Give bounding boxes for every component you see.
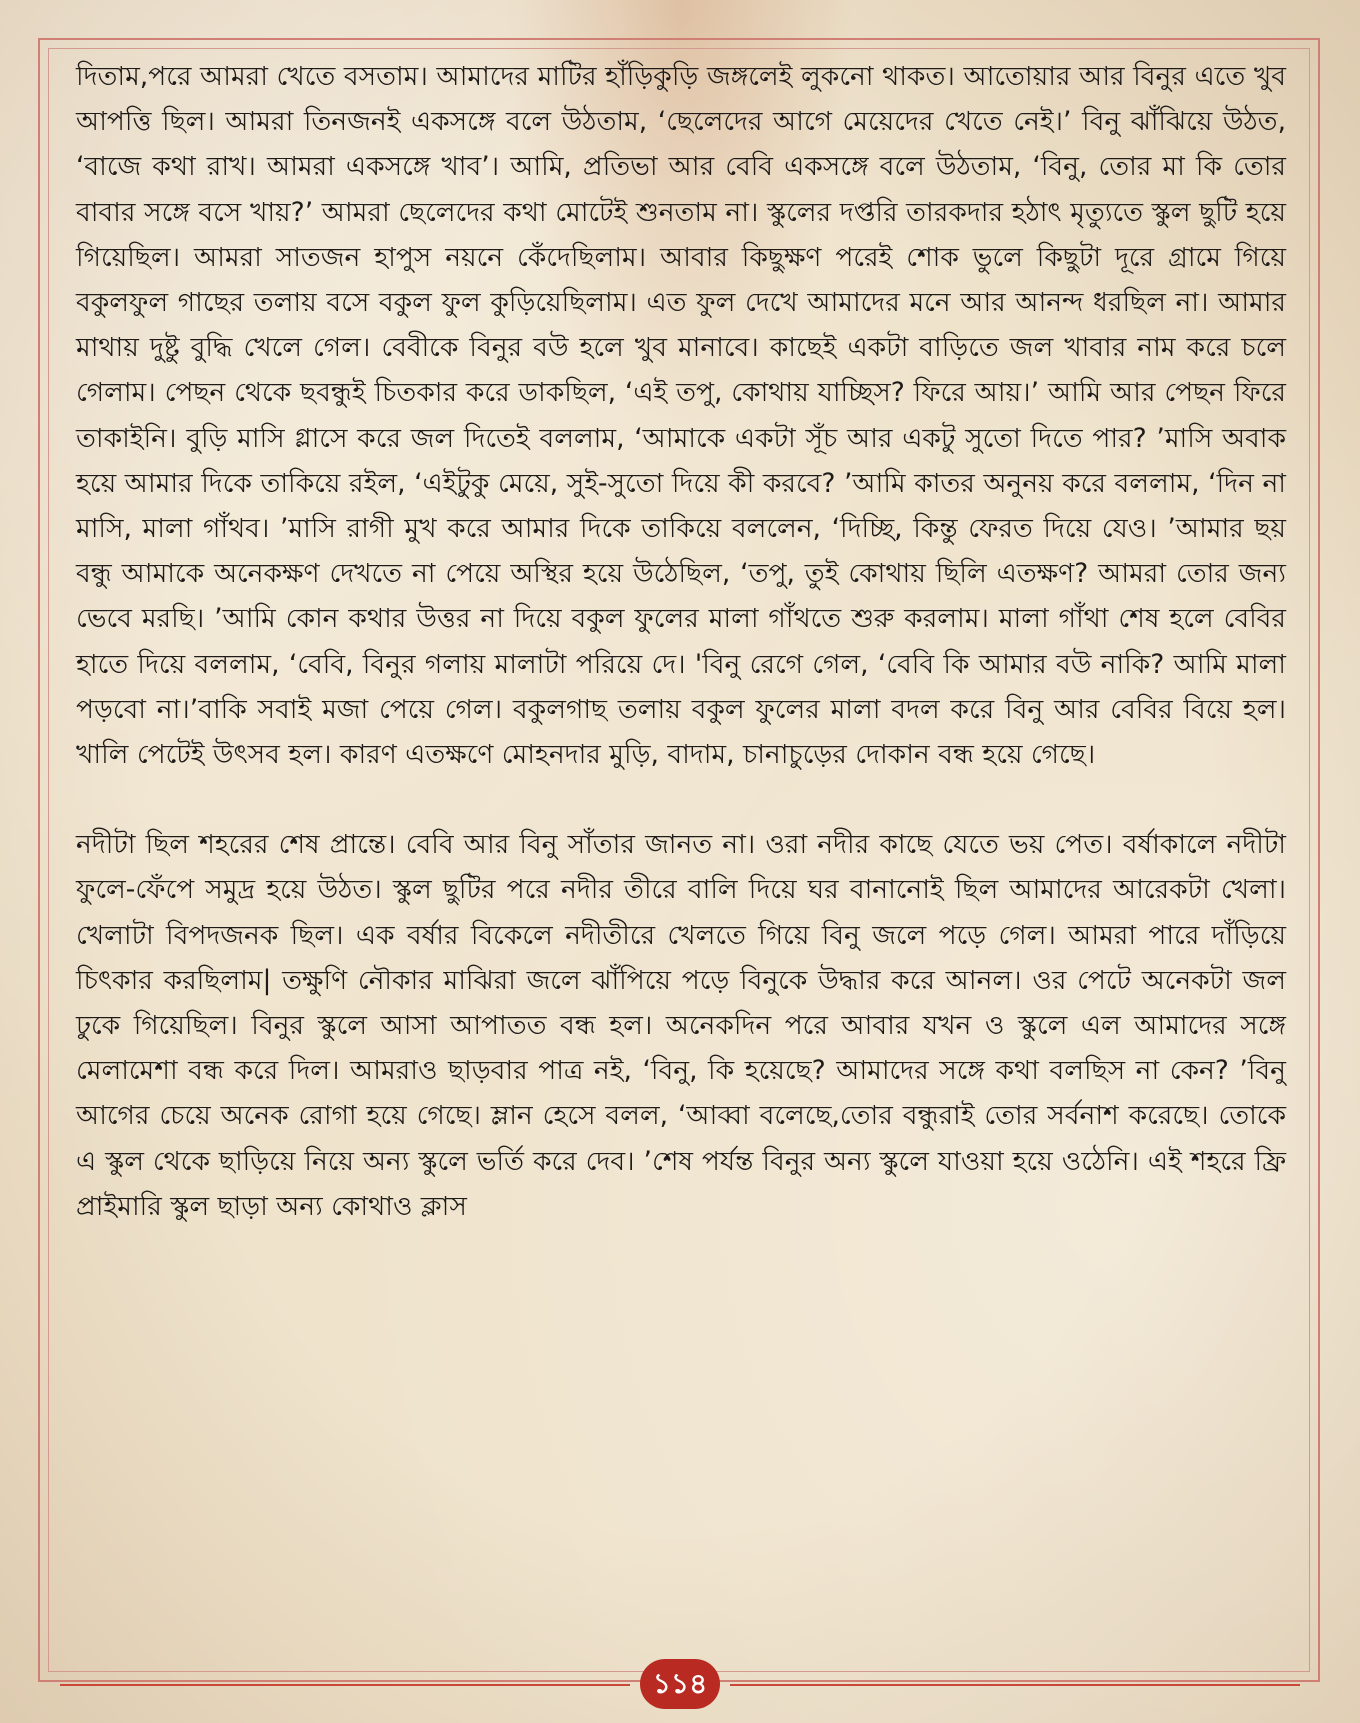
- footer-rule-left: [60, 1684, 630, 1686]
- paragraph-1: দিতাম,পরে আমরা খেতে বসতাম। আমাদের মাটির হাঁড়িকুড়ি জঙ্গলেই লুকনো থাকত। আতোয়ার আর বিনুর এতে খুব আপত্তি ছিল। আমরা তিনজনই একসঙ্গে বলে উঠতাম, ‘ছেলেদের আগে মেয়েদের খেতে নেই।’ বিনু ঝাঁঝিয়ে উঠত, ‘বাজে কথা রাখ। আমরা একসঙ্গে খাব’। আমি, প্রতিভা আর বেবি একসঙ্গে বলে উঠতাম, ‘বিনু, তোর মা কি তোর বাবার সঙ্গে বসে খায়?’ আমরা ছেলেদের কথা মোটেই শুনতাম না। স্কুলের দপ্তরি তারকদার হঠাৎ মৃত্যুতে স্কুল ছুটি হয়ে গিয়েছিল। আমরা সাতজন হাপুস নয়নে কেঁদেছিলাম। আবার কিছুক্ষণ পরেই শোক ভুলে কিছুটা দূরে গ্রামে গিয়ে বকুলফুল গাছের তলায় বসে বকুল ফুল কুড়িয়েছিলাম। এত ফুল দেখে আমাদের মনে আর আনন্দ ধরছিল না। আমার মাথায় দুষ্টু বুদ্ধি খেলে গেল। বেবীকে বিনুর বউ হলে খুব মানাবে। কাছেই একটা বাড়িতে জল খাবার নাম করে চলে গেলাম। পেছন থেকে ছবন্ধুই চিতকার করে ডাকছিল, ‘এই তপু, কোথায় যাচ্ছিস? ফিরে আয়।’ আমি আর পেছন ফিরে তাকাইনি। বুড়ি মাসি গ্লাসে করে জল দিতেই বললাম, ‘আমাকে একটা সূঁচ আর একটু সুতো দিতে পার? ’মাসি অবাক হয়ে আমার দিকে তাকিয়ে রইল, ‘এইটুকু মেয়ে, সুই-সুতো দিয়ে কী করবে? ’আমি কাতর অনুনয় করে বললাম, ‘দিন না মাসি, মালা গাঁথব। ’মাসি রাগী মুখ করে আমার দিকে তাকিয়ে বললেন, ‘দিচ্ছি, কিন্তু ফেরত দিয়ে যেও। ’আমার ছয় বন্ধু আমাকে অনেকক্ষণ দেখতে না পেয়ে অস্থির হয়ে উঠেছিল, ‘তপু, তুই কোথায় ছিলি এতক্ষণ? আমরা তোর জন্য ভেবে মরছি। ’আমি কোন কথার উত্তর না দিয়ে বকুল ফুলের মালা গাঁথতে শুরু করলাম। মালা গাঁথা শেষ হলে বেবির হাতে দিয়ে বললাম, ‘বেবি, বিনুর গলায় মালাটা পরিয়ে দে। 'বিনু রেগে গেল, ‘বেবি কি আমার বউ নাকি? আমি মালা পড়বো না।’বাকি সবাই মজা পেয়ে গেল। বকুলগাছ তলায় বকুল ফুলের মালা বদল করে বিনু আর বেবির বিয়ে হল। খালি পেটেই উৎসব হল। কারণ এতক্ষণে মোহনদার মুড়ি, বাদাম, চানাচুড়ের দোকান বন্ধ হয়ে গেছে।: [76, 61, 1286, 771]
- page-number-badge: ১১৪: [640, 1659, 720, 1709]
- page-text: [76, 54, 1286, 1229]
- paragraph-2: নদীটা ছিল শহরের শেষ প্রান্তে। বেবি আর বিনু সাঁতার জানত না। ওরা নদীর কাছে যেতে ভয় পেত। বর্ষাকালে নদীটা ফুলে-ফেঁপে সমুদ্র হয়ে উঠত। স্কুল ছুটির পরে নদীর তীরে বালি দিয়ে ঘর বানানোই ছিল আমাদের আরেকটা খেলা। খেলাটা বিপদজনক ছিল। এক বর্ষার বিকেলে নদীতীরে খেলতে গিয়ে বিনু জলে পড়ে গেল। আমরা পারে দাঁড়িয়ে চিৎকার করছিলাম| তক্ষুণি নৌকার মাঝিরা জলে ঝাঁপিয়ে পড়ে বিনুকে উদ্ধার করে আনল। ওর পেটে অনেকটা জল ঢুকে গিয়েছিল। বিনুর স্কুলে আসা আপাতত বন্ধ হল। অনেকদিন পরে আবার যখন ও স্কুলে এল আমাদের সঙ্গে মেলামেশা বন্ধ করে দিল। আমরাও ছাড়বার পাত্র নই, ‘বিনু, কি হয়েছে? আমাদের সঙ্গে কথা বলছিস না কেন? ’বিনু আগের চেয়ে অনেক রোগা হয়ে গেছে। ম্লান হেসে বলল, ‘আব্বা বলেছে,তোর বন্ধুরাই তোর সর্বনাশ করেছে। তোকে এ স্কুল থেকে ছাড়িয়ে নিয়ে অন্য স্কুলে ভর্তি করে দেব। ’শেষ পর্যন্ত বিনুর অন্য স্কুলে যাওয়া হয়ে ওঠেনি। এই শহরে ফ্রি প্রাইমারি স্কুল ছাড়া অন্য কোথাও ক্লাস: [76, 829, 1286, 1222]
- footer-rule-right: [730, 1684, 1300, 1686]
